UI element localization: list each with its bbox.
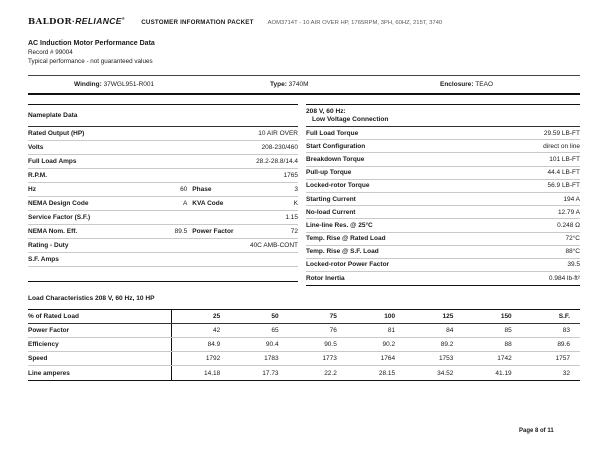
load-cell: 90.5 bbox=[324, 341, 337, 348]
row-label: Pull-up Torque bbox=[306, 169, 352, 177]
row-label: Breakdown Torque bbox=[306, 155, 365, 163]
row-label: NEMA Nom. Eff. bbox=[28, 228, 78, 235]
connection-row bbox=[306, 272, 580, 285]
row-value: 1765 bbox=[283, 172, 298, 179]
connection-row bbox=[306, 246, 580, 259]
connection-heading-line2: Low Voltage Connection bbox=[312, 116, 389, 123]
row-value: 72°C bbox=[565, 235, 580, 243]
load-row bbox=[28, 338, 580, 352]
nameplate-row bbox=[28, 197, 298, 211]
row-value-2: 3 bbox=[294, 186, 298, 193]
load-cell: 1753 bbox=[438, 355, 454, 362]
row-value: 0.248 Ω bbox=[557, 221, 580, 229]
connection-row bbox=[306, 180, 580, 193]
load-cell: 65 bbox=[271, 327, 279, 334]
brand-logo-baldor: BALDOR bbox=[28, 17, 72, 27]
row-value: direct on line bbox=[543, 142, 580, 150]
load-cell: 17.73 bbox=[262, 369, 279, 377]
nameplate-row-pair bbox=[28, 228, 187, 235]
nameplate-row-pair bbox=[28, 186, 187, 193]
nameplate-row bbox=[28, 141, 298, 155]
model-spec: AOM3714T - 10 AIR OVER HP, 1765RPM, 3PH, 60HZ, 215T, 3740 bbox=[267, 20, 443, 26]
title-block bbox=[28, 39, 155, 66]
row-label-2: Phase bbox=[192, 186, 212, 193]
row-value: 29.59 LB-FT bbox=[543, 129, 580, 137]
row-label: Service Factor (S.F.) bbox=[28, 214, 91, 221]
load-cell: 1742 bbox=[497, 355, 512, 362]
row-value: 89.5 bbox=[174, 228, 188, 235]
nameplate-row-pair bbox=[28, 200, 187, 207]
connection-row bbox=[306, 206, 580, 219]
nameplate-row bbox=[28, 225, 298, 239]
load-cell: 84 bbox=[446, 327, 454, 334]
row-label: Full Load Torque bbox=[306, 129, 359, 137]
row-value: 28.2-28.8/14.4 bbox=[256, 158, 298, 165]
nameplate-row bbox=[28, 183, 298, 197]
load-cell: 89.6 bbox=[557, 341, 570, 348]
connection-table bbox=[306, 104, 580, 286]
row-value: 1.15 bbox=[285, 214, 298, 221]
connection-row bbox=[306, 219, 580, 232]
load-header-cell: 75 bbox=[329, 313, 337, 320]
row-label: Locked-rotor Power Factor bbox=[306, 261, 390, 269]
load-characteristics-table bbox=[28, 309, 580, 381]
load-header-cell: 50 bbox=[271, 313, 279, 320]
row-label: Locked-rotor Torque bbox=[306, 182, 370, 190]
load-cell: 32 bbox=[562, 369, 570, 377]
connection-heading-line1: 208 V, 60 Hz: bbox=[306, 108, 346, 115]
winding-value: 37WGL951-R001 bbox=[103, 81, 155, 88]
row-label: Hz bbox=[28, 186, 36, 193]
row-label: Temp. Rise @ Rated Load bbox=[306, 235, 386, 243]
load-header-label: % of Rated Load bbox=[28, 310, 172, 323]
row-value: 88°C bbox=[565, 248, 580, 256]
connection-row bbox=[306, 259, 580, 272]
load-cell: 89.2 bbox=[440, 341, 454, 348]
row-label: NEMA Design Code bbox=[28, 200, 89, 207]
connection-row bbox=[306, 153, 580, 166]
connection-row bbox=[306, 127, 580, 140]
enclosure-field bbox=[440, 81, 493, 88]
brand-logo bbox=[28, 16, 125, 27]
row-value: 56.9 LB-FT bbox=[547, 182, 580, 190]
row-label: Temp. Rise @ S.F. Load bbox=[306, 248, 379, 256]
connection-row bbox=[306, 193, 580, 206]
load-cell: 88 bbox=[504, 341, 512, 348]
load-header-cell: 125 bbox=[442, 313, 454, 320]
connection-rows bbox=[306, 127, 580, 285]
nameplate-row bbox=[28, 169, 298, 183]
row-label: Volts bbox=[28, 144, 44, 151]
nameplate-rows bbox=[28, 127, 298, 281]
load-header-cell: 100 bbox=[384, 313, 396, 320]
load-row-label: Power Factor bbox=[28, 324, 172, 337]
registered-trademark-icon: ® bbox=[121, 16, 126, 22]
load-row-label: Speed bbox=[28, 352, 172, 365]
connection-row bbox=[306, 140, 580, 153]
row-value: 208-230/460 bbox=[261, 144, 298, 151]
load-header-cell: S.F. bbox=[558, 313, 570, 320]
row-label: Starting Current bbox=[306, 195, 356, 203]
row-value: 194 A bbox=[563, 195, 580, 203]
load-cell: 1783 bbox=[264, 355, 279, 362]
row-label: Rating - Duty bbox=[28, 242, 69, 249]
row-label-2: Power Factor bbox=[192, 228, 234, 235]
load-cell: 1757 bbox=[555, 355, 570, 362]
nameplate-row bbox=[28, 267, 298, 281]
load-row-label: Efficiency bbox=[28, 338, 172, 351]
row-label: Start Configuration bbox=[306, 142, 366, 150]
load-cell: 34.52 bbox=[437, 369, 454, 377]
load-cell: 90.2 bbox=[382, 341, 396, 348]
load-cell: 1792 bbox=[205, 355, 221, 362]
page-title: AC Induction Motor Performance Data bbox=[28, 40, 155, 47]
load-row bbox=[28, 324, 580, 338]
load-cell: 76 bbox=[329, 327, 337, 334]
row-value: 10 AIR OVER bbox=[258, 130, 298, 137]
nameplate-heading: Nameplate Data bbox=[28, 105, 298, 127]
load-cell: 1764 bbox=[380, 355, 396, 362]
row-label: Rated Output (HP) bbox=[28, 130, 85, 137]
load-cell: 28.15 bbox=[378, 369, 396, 377]
load-cell: 85 bbox=[504, 327, 512, 334]
brand-logo-dot: · bbox=[72, 16, 76, 26]
row-value-2: K bbox=[293, 200, 298, 207]
enclosure-label: Enclosure: bbox=[440, 81, 474, 88]
nameplate-row bbox=[28, 253, 298, 267]
type-label: Type: bbox=[270, 81, 287, 88]
winding-field bbox=[74, 81, 154, 88]
load-cell: 22.2 bbox=[324, 369, 337, 377]
nameplate-row bbox=[28, 155, 298, 169]
disclaimer: Typical performance - not guaranteed values bbox=[28, 58, 153, 65]
row-label: R.P.M. bbox=[28, 172, 48, 179]
row-value: 12.79 A bbox=[557, 208, 580, 216]
row-value: A bbox=[182, 200, 188, 207]
row-value: 60 bbox=[180, 186, 188, 193]
load-cell: 14.18 bbox=[204, 369, 221, 377]
row-value: 101 LB-FT bbox=[549, 155, 580, 163]
winding-label: Winding: bbox=[74, 81, 102, 88]
winding-bar bbox=[28, 75, 580, 95]
load-header-row bbox=[28, 310, 580, 324]
load-row-label: Line amperes bbox=[28, 366, 172, 380]
row-label: S.F. Amps bbox=[28, 256, 59, 263]
row-label: Full Load Amps bbox=[28, 158, 77, 165]
connection-row bbox=[306, 167, 580, 180]
type-field bbox=[270, 81, 309, 88]
row-value-2: 72 bbox=[290, 228, 298, 235]
type-value: 3740M bbox=[288, 81, 309, 88]
nameplate-row bbox=[28, 239, 298, 253]
page-header bbox=[28, 16, 580, 27]
load-header-cell: 150 bbox=[500, 313, 512, 320]
enclosure-value: TEAO bbox=[475, 81, 493, 88]
row-value: 39.5 bbox=[567, 261, 580, 269]
page-number: Page 8 of 11 bbox=[519, 428, 554, 434]
row-value: 40C AMB-CONT bbox=[249, 242, 298, 249]
connection-heading bbox=[306, 105, 580, 127]
load-cell: 42 bbox=[213, 327, 221, 334]
load-header-cell: 25 bbox=[213, 313, 221, 320]
packet-title: CUSTOMER INFORMATION PACKET bbox=[141, 19, 254, 26]
row-label: Line-line Res. @ 25°C bbox=[306, 221, 373, 229]
row-label-2: KVA Code bbox=[192, 200, 224, 207]
nameplate-row bbox=[28, 211, 298, 225]
load-characteristics-heading: Load Characteristics 208 V, 60 Hz, 10 HP bbox=[28, 295, 155, 302]
load-cell: 41.19 bbox=[495, 369, 512, 377]
load-cell: 81 bbox=[387, 327, 396, 334]
row-label: Rotor Inertia bbox=[306, 275, 345, 283]
record-number: Record # 99004 bbox=[28, 49, 73, 56]
load-cell: 83 bbox=[562, 327, 570, 334]
load-row bbox=[28, 366, 580, 380]
nameplate-row bbox=[28, 127, 298, 141]
connection-row bbox=[306, 233, 580, 246]
load-cell: 84.9 bbox=[207, 341, 221, 348]
load-cell: 1773 bbox=[322, 355, 337, 362]
row-label: No-load Current bbox=[306, 208, 356, 216]
row-value: 0.984 lb-ft² bbox=[548, 275, 580, 283]
nameplate-table bbox=[28, 104, 298, 282]
row-value: 44.4 LB-FT bbox=[547, 169, 580, 177]
load-row bbox=[28, 352, 580, 366]
load-cell: 90.4 bbox=[265, 341, 279, 348]
brand-logo-reliance: RELIANCE bbox=[75, 16, 122, 26]
